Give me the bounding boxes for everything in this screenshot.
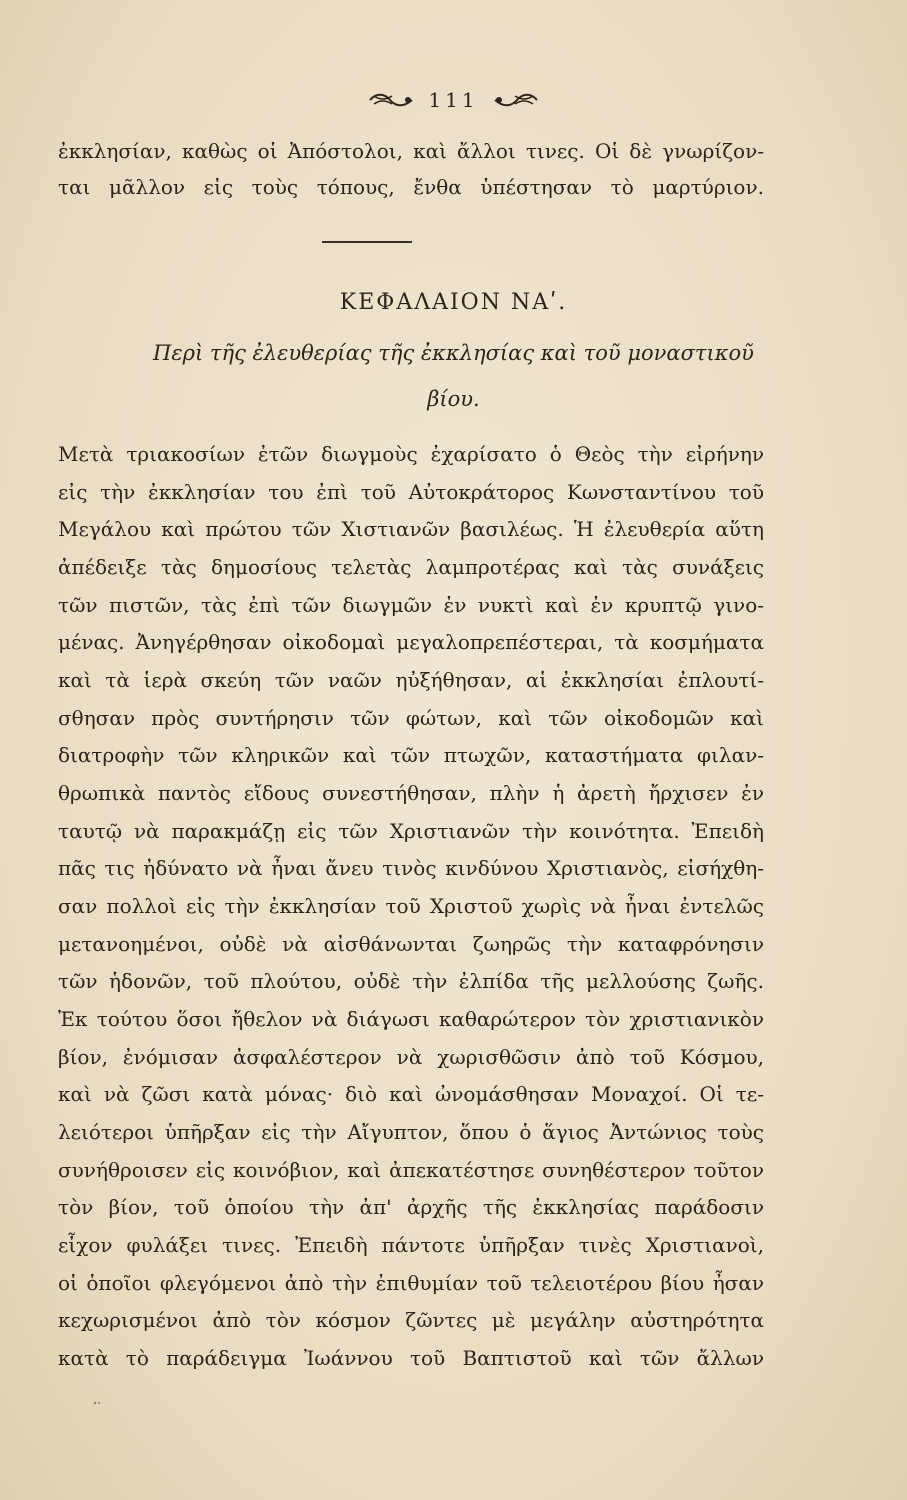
text-line: Μετὰ τριακοσίων ἐτῶν διωγμοὺς ἐχαρίσατο ὁ Θεὸς τὴν εἰρήνην [58,442,764,466]
text-line: θρωπικὰ παντὸς εἴδους συνεστήθησαν, πλὴν ἡ ἀρετὴ ἤρχισεν ἐν [58,781,764,805]
text-line: ται μᾶλλον εἰς τοὺς τόπους, ἔνθα ὑπέστησαν τὸ μαρτύριον. [58,175,764,199]
text-line: τὸν βίον, τοῦ ὁποίου τὴν ἀπ' ἀρχῆς τῆς ἐκκλησίας παράδοσιν [58,1195,764,1219]
text-line: καὶ τὰ ἱερὰ σκεύη τῶν ναῶν ηὐξήθησαν, αἱ ἐκκλησίαι ἐπλουτί- [58,668,764,692]
left-fleuron-ornament-icon [368,91,414,109]
page-header [0,82,907,118]
section-divider-rule [322,241,412,243]
text-line: οἱ ὁποῖοι φλεγόμενοι ἀπὸ τὴν ἐπιθυμίαν τοῦ τελειοτέρου βίου ἦσαν [58,1271,764,1295]
text-line: πᾶς τις ἠδύνατο νὰ ἦναι ἄνευ τινὸς κινδύνου Χριστιανὸς, εἰσήχθη- [58,856,764,880]
text-line: βίον, ἐνόμισαν ἀσφαλέστερον νὰ χωρισθῶσιν ἀπὸ τοῦ Κόσμου, [58,1045,764,1069]
text-line: τῶν ἡδονῶν, τοῦ πλούτου, οὐδὲ τὴν ἐλπίδα τῆς μελλούσης ζωῆς. [58,969,764,993]
text-line: εἶχον φυλάξει τινες. Ἐπειδὴ πάντοτε ὑπῆρξαν τινὲς Χριστιανοὶ, [58,1233,764,1257]
text-line: τῶν πιστῶν, τὰς ἐπὶ τῶν διωγμῶν ἐν νυκτὶ καὶ ἐν κρυπτῷ γινο- [58,593,764,617]
text-line: εἰς τὴν ἐκκλησίαν του ἐπὶ τοῦ Αὐτοκράτορος Κωνσταντίνου τοῦ [58,480,764,504]
text-line: ταυτῷ νὰ παρακμάζῃ εἰς τῶν Χριστιανῶν τὴν κοινότητα. Ἐπειδὴ [58,819,764,843]
text-line: μετανοημένοι, οὐδὲ νὰ αἰσθάνωνται ζωηρῶς τὴν καταφρόνησιν [58,932,764,956]
text-line: ἀπέδειξε τὰς δημοσίους τελετὰς λαμπροτέρας καὶ τὰς συνάξεις [58,555,764,579]
text-line: κατὰ τὸ παράδειγμα Ἰωάννου τοῦ Βαπτιστοῦ καὶ τῶν ἄλλων [58,1346,764,1370]
chapter-heading: ΚΕΦΑΛΑΙΟΝ ΝΑʹ. [339,290,568,315]
text-line: Μεγάλου καὶ πρώτου τῶν Χιστιανῶν βασιλέως. Ἡ ἐλευθερία αὕτη [58,517,764,541]
pencil-mark-icon [92,1400,102,1406]
text-line: ἐκκλησίαν, καθὼς οἱ Ἀπόστολοι, καὶ ἄλλοι τινες. Οἱ δὲ γνωρίζον- [58,139,764,163]
text-line: συνήθροισεν εἰς κοινόβιον, καὶ ἀπεκατέστησε συνηθέστερον τοῦτον [58,1158,764,1182]
chapter-subtitle-line: βίου. [427,387,480,411]
page-number: 111 [428,88,479,112]
text-line: καὶ νὰ ζῶσι κατὰ μόνας· διὸ καὶ ὠνομάσθησαν Μοναχοί. Οἱ τε- [58,1082,764,1106]
text-line: διατροφὴν τῶν κληρικῶν καὶ τῶν πτωχῶν, καταστήματα φιλαν- [58,743,764,767]
text-line: σθησαν πρὸς συντήρησιν τῶν φώτων, καὶ τῶν οἰκοδομῶν καὶ [58,706,764,730]
right-fleuron-ornament-icon [493,91,539,109]
text-line: κεχωρισμένοι ἀπὸ τὸν κόσμον ζῶντες μὲ μεγάλην αὐστηρότητα [58,1308,764,1332]
text-line: μένας. Ἀνηγέρθησαν οἰκοδομαὶ μεγαλοπρεπέστεραι, τὰ κοσμήματα [58,630,764,654]
text-line: λειότεροι ὑπῆρξαν εἰς τὴν Αἴγυπτον, ὅπου ὁ ἅγιος Ἀντώνιος τοὺς [58,1120,764,1144]
text-line: σαν πολλοὶ εἰς τὴν ἐκκλησίαν τοῦ Χριστοῦ χωρὶς νὰ ἦναι ἐντελῶς [58,894,764,918]
chapter-subtitle-line: Περὶ τῆς ἐλευθερίας τῆς ἐκκλησίας καὶ τοῦ μοναστικοῦ [153,341,754,365]
text-line: Ἐκ τούτου ὅσοι ἤθελον νὰ διάγωσι καθαρώτερον τὸν χριστιανικὸν [58,1007,764,1031]
